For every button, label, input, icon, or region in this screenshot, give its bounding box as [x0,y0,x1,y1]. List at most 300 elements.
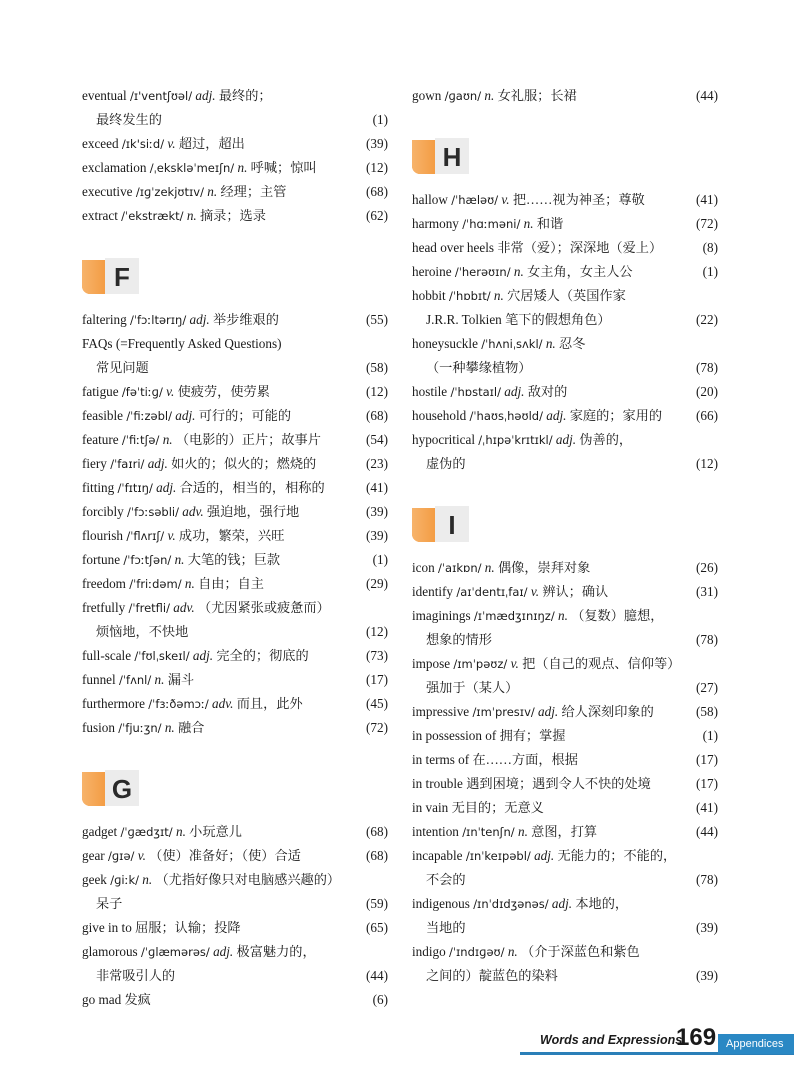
entry-headword: funnel [82,672,116,687]
entry-part-of-speech: n. [545,336,556,351]
entry-headword: give in to [82,920,132,935]
section-header-f [82,260,388,294]
entry-definition: 可行的；可能的 [198,408,292,423]
glossary-entry [412,700,718,724]
entry-headword: geek [82,872,107,887]
entry-first-line [82,868,388,892]
entry-first-line [82,452,388,476]
entry-part-of-speech: n. [164,720,175,735]
entry-unit-number: (73) [366,648,388,663]
entry-unit-number: (59) [366,896,388,911]
entry-headword: executive [82,184,133,199]
f-entries [82,308,388,740]
entry-first-line [412,748,718,772]
left-column [82,84,388,1012]
entry-first-line [82,476,388,500]
entry-definition: （电影的）正片；故事片 [175,432,321,447]
entry-part-of-speech: adj. [147,456,168,471]
entry-definition: 遇到困境；遇到令人不快的处境 [466,776,651,791]
entry-definition-continued: 之间的）靛蓝色的染料 [426,968,558,983]
section-header-h [412,140,718,174]
glossary-entry [82,308,388,332]
glossary-entry [412,892,718,940]
entry-first-line [82,84,388,108]
entry-part-of-speech: n. [174,552,185,567]
glossary-entry [82,988,388,1012]
entry-first-line [412,844,718,868]
entry-definition: 无目的；无意义 [451,800,544,815]
entry-unit-number: (66) [696,408,718,423]
glossary-entry [82,644,388,668]
entry-part-of-speech: adj. [175,408,196,423]
entry-unit-number: (78) [696,360,718,375]
glossary-entry [412,796,718,820]
entry-definition: 合适的，相当的，相称的 [179,480,325,495]
entry-part-of-speech: n. [484,560,495,575]
entry-unit-number: (17) [696,752,718,767]
entry-first-line [412,940,718,964]
entry-unit-number: (58) [696,704,718,719]
entry-definition: 拥有；掌握 [499,728,566,743]
entry-headword: impose [412,656,451,671]
entry-definition: 伪善的， [579,432,633,447]
entry-headword: hallow [412,192,448,207]
entry-first-line [82,156,388,180]
entry-headword: heroine [412,264,452,279]
glossary-entry [82,180,388,204]
entry-unit-number: (65) [366,920,388,935]
entry-part-of-speech: adj. [189,312,210,327]
entry-first-line [82,596,388,620]
entry-part-of-speech: v. [501,192,510,207]
entry-first-line [412,188,718,212]
entry-first-line [412,580,718,604]
entry-pronunciation: /ɡaʊn/ [444,89,482,103]
glossary-entry [82,452,388,476]
entry-unit-number: (6) [372,992,388,1007]
entry-pronunciation: /ˈfɜːðəmɔː/ [148,697,209,711]
entry-definition: 发疯 [124,992,151,1007]
entry-pronunciation: /ˈɪndɪɡəʊ/ [449,945,505,959]
entry-part-of-speech: n. [162,432,173,447]
entry-part-of-speech: n. [184,576,195,591]
entry-unit-number: (1) [702,264,718,279]
entry-first-line [412,652,718,676]
entry-part-of-speech: adj. [551,896,573,911]
entry-part-of-speech: n. [175,824,186,839]
entry-first-line [82,916,388,940]
entry-headword: extract [82,208,118,223]
entry-first-line [412,604,718,628]
h-entries [412,188,718,476]
entry-unit-number: (17) [366,672,388,687]
glossary-entry [412,556,718,580]
glossary-entry [412,428,718,476]
entry-headword: exclamation [82,160,147,175]
entry-definition: 完全的；彻底的 [216,648,309,663]
glossary-entry [412,772,718,796]
entry-pronunciation: /ˈhaʊsˌhəʊld/ [469,409,543,423]
entry-headword: household [412,408,467,423]
entry-headword: in vain [412,800,449,815]
entry-headword: FAQs (=Frequently Asked Questions) [82,336,282,351]
entry-definition: 超过，超出 [178,136,245,151]
entry-definition: 意图，打算 [531,824,598,839]
entry-unit-number: (12) [696,456,718,471]
entry-unit-number: (17) [696,776,718,791]
entry-part-of-speech: adj. [555,432,577,447]
entry-headword: in possession of [412,728,497,743]
entry-definition: （介于深蓝色和紫色 [521,944,640,959]
entry-first-line [82,180,388,204]
entry-definition: 而且，此外 [236,696,303,711]
entry-definition: 小玩意儿 [189,824,242,839]
entry-definition-continued: J.R.R. Tolkien 笔下的假想角色） [426,312,611,327]
entry-definition: 女主角，女主人公 [527,264,633,279]
entry-unit-number: (54) [366,432,388,447]
entry-definition: 本地的， [575,896,629,911]
entry-headword: forcibly [82,504,124,519]
entry-unit-number: (39) [366,504,388,519]
entry-pronunciation: /ˈaɪkɒn/ [438,561,482,575]
glossary-entry [82,820,388,844]
entry-pronunciation: /ˈfretfli/ [128,601,170,615]
glossary-entry [412,580,718,604]
footer-tag: Appendices [718,1034,794,1054]
entry-part-of-speech: v. [510,656,519,671]
entry-headword: honeysuckle [412,336,478,351]
entry-first-line [82,132,388,156]
entry-unit-number: (27) [696,680,718,695]
glossary-entry [412,844,718,892]
entry-first-line [412,772,718,796]
entry-definition: 使疲劳，使劳累 [177,384,270,399]
entry-first-line [412,556,718,580]
entry-pronunciation: /ˈfɔːsəbli/ [127,505,179,519]
entry-part-of-speech: n. [154,672,165,687]
glossary-entry [82,204,388,228]
entry-definition-continued: 强加于（某人） [426,680,519,695]
entry-headword: incapable [412,848,463,863]
entry-pronunciation: /ɪɡˈzekjʊtɪv/ [135,185,204,199]
entry-unit-number: (62) [366,208,388,223]
entry-definition: （复数）臆想， [571,608,664,623]
glossary-entry [412,748,718,772]
entry-definition: 家庭的；家用的 [569,408,663,423]
entry-part-of-speech: v. [166,384,175,399]
entry-definition: （尤指好像只对电脑感兴趣的） [155,872,341,887]
entry-headword: in trouble [412,776,463,791]
entry-unit-number: (22) [696,312,718,327]
entry-pronunciation: /ˈfriːdəm/ [129,577,182,591]
entry-pronunciation: /ˈɡlæmərəs/ [140,945,210,959]
entry-definition: 无能力的；不能的， [557,848,677,863]
entry-definition: 漏斗 [167,672,195,687]
entry-first-line [82,644,388,668]
entry-definition: 大笔的钱；巨款 [187,552,281,567]
entry-part-of-speech: adj. [534,848,555,863]
section-letter: F [105,258,139,294]
entry-first-line [82,204,388,228]
glossary-entry [412,84,718,108]
entry-unit-number: (58) [366,360,388,375]
entry-definition-continued: 不会的 [426,872,466,887]
entry-headword: gown [412,88,442,103]
entry-definition: 呼喊；惊叫 [250,160,317,175]
entry-pronunciation: /ɪmˈpresɪv/ [472,705,535,719]
entry-headword: fusion [82,720,115,735]
section-header-i [412,508,718,542]
glossary-entry [82,156,388,180]
entry-definition: 屈服；认输；投降 [135,920,241,935]
entry-definition: 非常（爱）；深深地（爱上） [497,240,663,255]
entry-first-line [82,940,388,964]
entry-part-of-speech: v. [167,136,176,151]
section-letter: I [435,506,469,542]
entry-definition-continued: 烦恼地，不快地 [96,624,189,639]
entry-part-of-speech: n. [493,288,504,303]
entry-part-of-speech: adj. [504,384,525,399]
entry-part-of-speech: adj. [192,648,214,663]
glossary-entry [82,84,388,132]
entry-part-of-speech: n. [186,208,197,223]
glossary-entry [412,604,718,652]
entry-part-of-speech: adv. [212,696,234,711]
entry-unit-number: (29) [366,576,388,591]
footer-title: Words and Expressions [540,1033,683,1047]
entry-unit-number: (31) [696,584,718,599]
entry-first-line [412,796,718,820]
glossary-entry [82,500,388,524]
entry-first-line [82,716,388,740]
entry-headword: flourish [82,528,124,543]
entry-unit-number: (68) [366,848,388,863]
entry-unit-number: (68) [366,408,388,423]
glossary-entry [412,404,718,428]
section-letter: H [435,138,469,174]
entry-headword: identify [412,584,454,599]
entry-part-of-speech: v. [137,848,146,863]
entry-first-line [412,404,718,428]
entry-pronunciation: /ˈfɔːtʃən/ [123,553,172,567]
entry-headword: indigenous [412,896,470,911]
glossary-entry [412,724,718,748]
glossary-entry [82,428,388,452]
entry-headword: fortune [82,552,121,567]
entry-first-line [412,820,718,844]
glossary-entry [82,692,388,716]
entry-part-of-speech: adj. [213,944,234,959]
entry-unit-number: (1) [372,552,388,567]
entry-first-line [412,380,718,404]
entry-first-line [82,428,388,452]
glossary-entry [82,844,388,868]
entry-headword: head over heels [412,240,495,255]
entry-first-line [82,692,388,716]
glossary-entry [82,404,388,428]
glossary-entry [82,380,388,404]
entry-first-line [412,892,718,916]
entry-definition: 融合 [178,720,205,735]
entry-part-of-speech: v. [530,584,540,599]
entry-pronunciation: /ɪmˈpəʊz/ [453,657,508,671]
entry-first-line [412,260,718,284]
entry-pronunciation: /ˈhæləʊ/ [451,193,499,207]
entry-definition: 极富魅力的， [236,944,316,959]
glossary-entry [412,940,718,988]
entry-definition-continued: 非常吸引人的 [96,968,176,983]
entry-pronunciation: /ˈfɔːltərɪŋ/ [129,313,187,327]
entry-unit-number: (12) [366,160,388,175]
entry-headword: feasible [82,408,124,423]
glossary-entry [82,716,388,740]
entry-first-line [82,572,388,596]
entry-headword: fatigue [82,384,119,399]
entry-pronunciation: /ɪnˈkeɪpəbl/ [465,849,531,863]
entry-unit-number: (55) [366,312,388,327]
entry-part-of-speech: v. [167,528,176,543]
entry-first-line [82,548,388,572]
entry-definition: 自由；自主 [198,576,264,591]
entry-definition: 强迫地，强行地 [206,504,300,519]
entry-definition: 忍冬 [559,336,586,351]
entry-unit-number: (72) [366,720,388,735]
glossary-entry [412,188,718,212]
glossary-entry [412,332,718,380]
entry-headword: intention [412,824,459,839]
glossary-entry [82,476,388,500]
entry-pronunciation: /ˈfiːtʃə/ [121,433,160,447]
entry-unit-number: (39) [696,920,718,935]
entry-unit-number: (1) [702,728,718,743]
entry-pronunciation: /ɪnˈtenʃn/ [462,825,515,839]
entry-pronunciation: /ˈɡædʒɪt/ [120,825,173,839]
entry-pronunciation: /ɡiːk/ [110,873,139,887]
glossary-entry [82,548,388,572]
section-header-g [82,772,388,806]
entry-definition-continued: 常见问题 [96,360,149,375]
entry-definition: 把……视为神圣；尊敬 [512,192,645,207]
entry-part-of-speech: adj. [156,480,177,495]
entry-definition: 举步维艰的 [212,312,279,327]
entry-first-line [82,820,388,844]
glossary-entry [82,668,388,692]
entry-pronunciation: /ˈfaɪri/ [110,457,145,471]
glossary-entry [412,284,718,332]
entry-pronunciation: /ˈflʌrɪʃ/ [126,529,165,543]
entry-unit-number: (39) [366,528,388,543]
entry-definition: 偶像，崇拜对象 [497,560,591,575]
entry-first-line [82,308,388,332]
entry-unit-number: (41) [696,192,718,207]
entry-headword: feature [82,432,119,447]
entry-pronunciation: /ɪnˈdɪdʒənəs/ [473,897,549,911]
entry-headword: fretfully [82,600,126,615]
entry-first-line [82,844,388,868]
entry-headword: in terms of [412,752,470,767]
entry-pronunciation: /fəˈtiːɡ/ [121,385,163,399]
entry-headword: gear [82,848,105,863]
entry-part-of-speech: adj. [538,704,559,719]
entry-pronunciation: /ɪ'ventʃʊəl/ [129,89,193,103]
entry-unit-number: (23) [366,456,388,471]
glossary-entry [412,260,718,284]
glossary-entry [412,236,718,260]
entry-part-of-speech: n. [523,216,534,231]
entry-first-line [412,332,718,356]
g-entries [82,820,388,1012]
entry-definition-continued: 虚伪的 [426,456,466,471]
entry-part-of-speech: n. [513,264,524,279]
entry-definition: 在……方面，根据 [472,752,578,767]
left-entries-top [82,84,388,228]
entry-part-of-speech: adj. [195,88,216,103]
entry-pronunciation: /ˈfʌnl/ [119,673,152,687]
entry-headword: gadget [82,824,118,839]
entry-pronunciation: /ˈherəʊɪn/ [454,265,511,279]
entry-headword: go mad [82,992,122,1007]
entry-headword: full-scale [82,648,132,663]
entry-first-line [82,668,388,692]
entry-pronunciation: /ˈfʊlˌskeɪl/ [134,649,190,663]
entry-pronunciation: /ˈhɑːməni/ [462,217,521,231]
entry-first-line [412,700,718,724]
glossary-entry [82,332,388,380]
entry-unit-number: (68) [366,184,388,199]
entry-headword: hostile [412,384,448,399]
entry-definition: 敌对的 [527,384,568,399]
entry-part-of-speech: n. [484,88,495,103]
entry-first-line [82,332,388,356]
entry-definition: （尤因紧张或疲惫而） [197,600,330,615]
entry-headword: hypocritical [412,432,475,447]
entry-part-of-speech: n. [517,824,528,839]
entry-pronunciation: /ˈhɒbɪt/ [449,289,491,303]
entry-headword: harmony [412,216,459,231]
entry-unit-number: (72) [696,216,718,231]
entry-headword: fitting [82,480,115,495]
entry-unit-number: (39) [366,136,388,151]
entry-definition-continued: 最终发生的 [96,112,162,127]
entry-first-line [82,988,388,1012]
glossary-entry [82,916,388,940]
entry-unit-number: (78) [696,872,718,887]
right-entries-top [412,84,718,108]
glossary-entry [82,132,388,156]
entry-headword: freedom [82,576,126,591]
entry-unit-number: (44) [366,968,388,983]
entry-definition-continued: （一种攀缘植物） [426,360,532,375]
entry-pronunciation: /ɪk'siːd/ [121,137,165,151]
entry-unit-number: (44) [696,824,718,839]
entry-headword: icon [412,560,435,575]
entry-headword: impressive [412,704,470,719]
entry-pronunciation: /ɪˈmædʒɪnɪŋz/ [473,609,555,623]
entry-headword: hobbit [412,288,446,303]
entry-part-of-speech: n. [207,184,218,199]
glossary-entry [82,572,388,596]
entry-definition: 辨认；确认 [542,584,609,599]
entry-headword: imaginings [412,608,471,623]
entry-definition: （使）准备好；（使）合适 [149,848,301,863]
entry-first-line [82,404,388,428]
entry-part-of-speech: n. [237,160,248,175]
entry-pronunciation: /ˈfjuːʒn/ [118,721,162,735]
entry-unit-number: (41) [696,800,718,815]
section-letter: G [105,770,139,806]
entry-part-of-speech: adj. [546,408,567,423]
entry-first-line [82,500,388,524]
